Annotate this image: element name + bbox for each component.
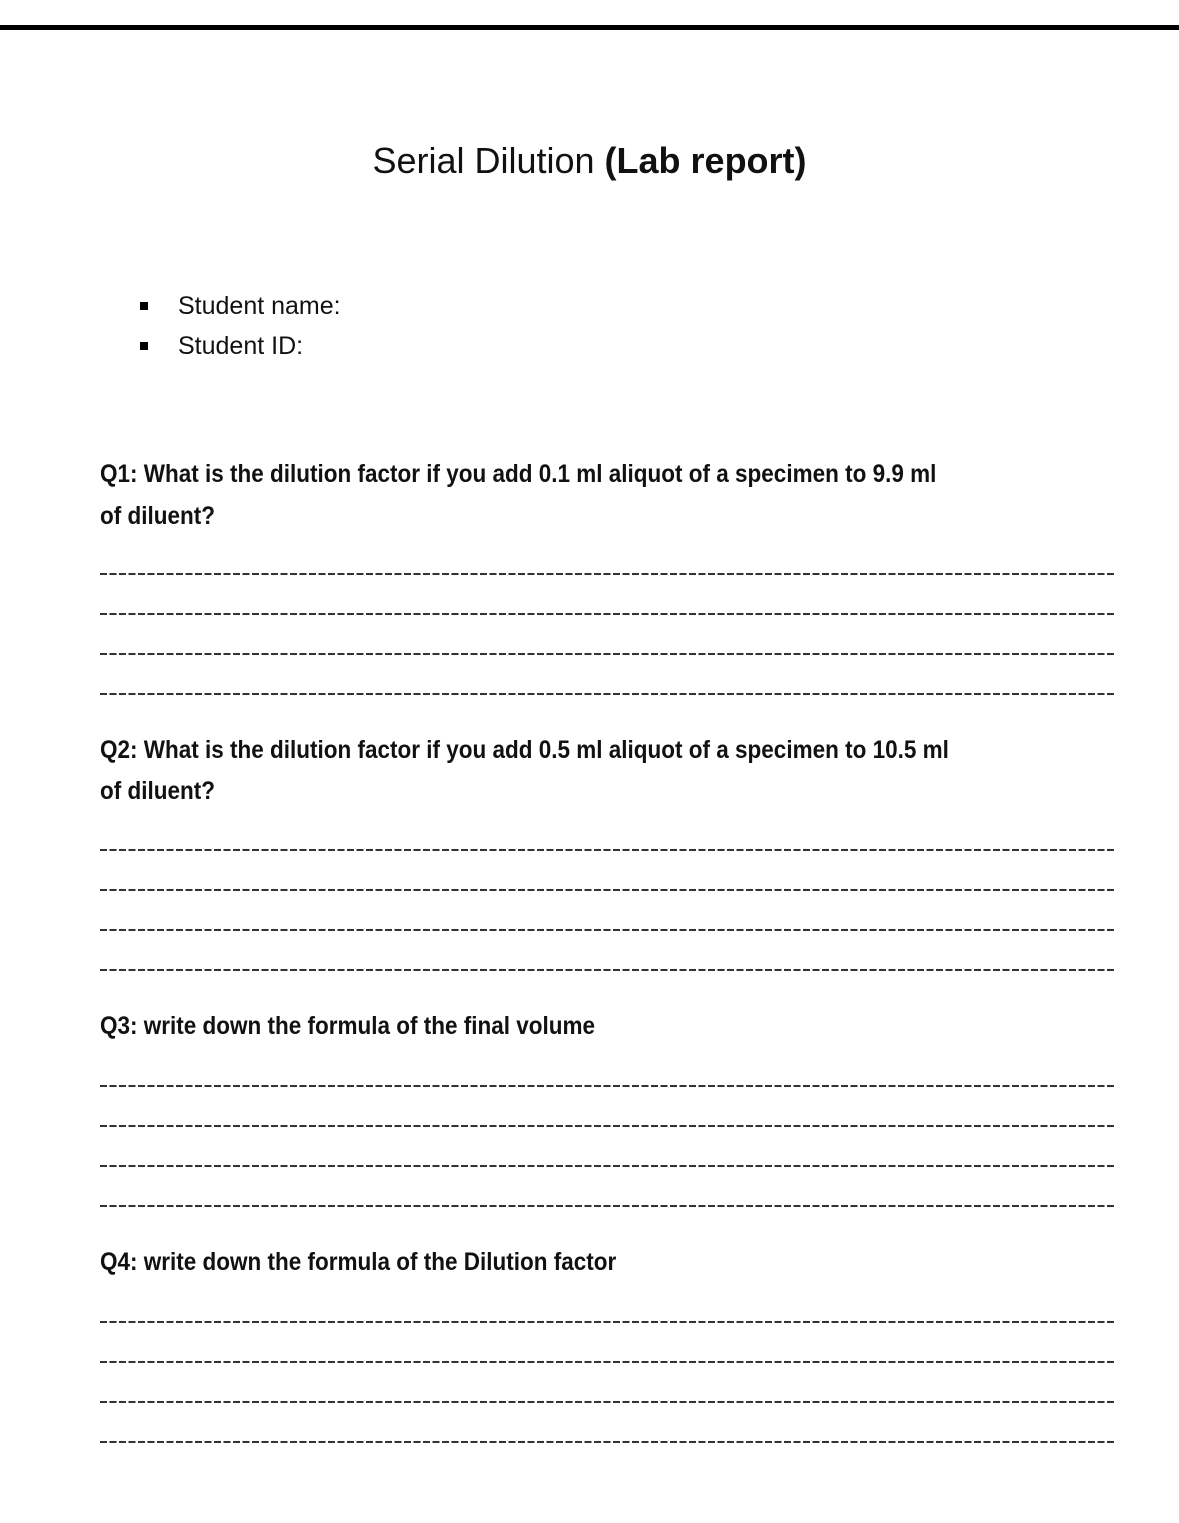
answer-line[interactable] <box>100 1441 1115 1443</box>
student-name-field <box>140 286 341 326</box>
answer-line[interactable] <box>100 849 1115 851</box>
bullet-icon <box>140 302 148 310</box>
answer-line[interactable] <box>100 573 1115 575</box>
student-name-label: Student name: <box>178 291 341 320</box>
bullet-icon <box>140 342 148 350</box>
title-regular: Serial Dilution <box>372 140 605 181</box>
answer-line[interactable] <box>100 1125 1115 1127</box>
answer-line[interactable] <box>100 889 1115 891</box>
answer-line[interactable] <box>100 653 1115 655</box>
question-2-line-1: Q2: What is the dilution factor if you add 0.5 ml aliquot of a specimen to 10.5 ml <box>100 736 949 764</box>
answer-line[interactable] <box>100 1321 1115 1323</box>
answer-line[interactable] <box>100 1205 1115 1207</box>
question-1-line-1: Q1: What is the dilution factor if you add 0.1 ml aliquot of a specimen to 9.9 ml <box>100 460 937 488</box>
answer-line[interactable] <box>100 1361 1115 1363</box>
answer-line[interactable] <box>100 929 1115 931</box>
answer-line[interactable] <box>100 969 1115 971</box>
answer-line[interactable] <box>100 1401 1115 1403</box>
answer-line[interactable] <box>100 613 1115 615</box>
page-title <box>0 140 1179 182</box>
title-bold: (Lab report) <box>604 140 807 181</box>
answer-line[interactable] <box>100 1085 1115 1087</box>
student-id-field <box>140 326 341 366</box>
answer-line[interactable] <box>100 693 1115 695</box>
question-2-line-2: of diluent? <box>100 777 215 805</box>
question-1-line-2: of diluent? <box>100 502 215 530</box>
question-3: Q3: write down the formula of the final volume <box>100 1012 596 1040</box>
student-id-label: Student ID: <box>178 331 304 360</box>
question-4: Q4: write down the formula of the Dilution factor <box>100 1248 617 1276</box>
student-info-list <box>140 286 341 366</box>
header-rule <box>0 25 1179 30</box>
answer-line[interactable] <box>100 1165 1115 1167</box>
